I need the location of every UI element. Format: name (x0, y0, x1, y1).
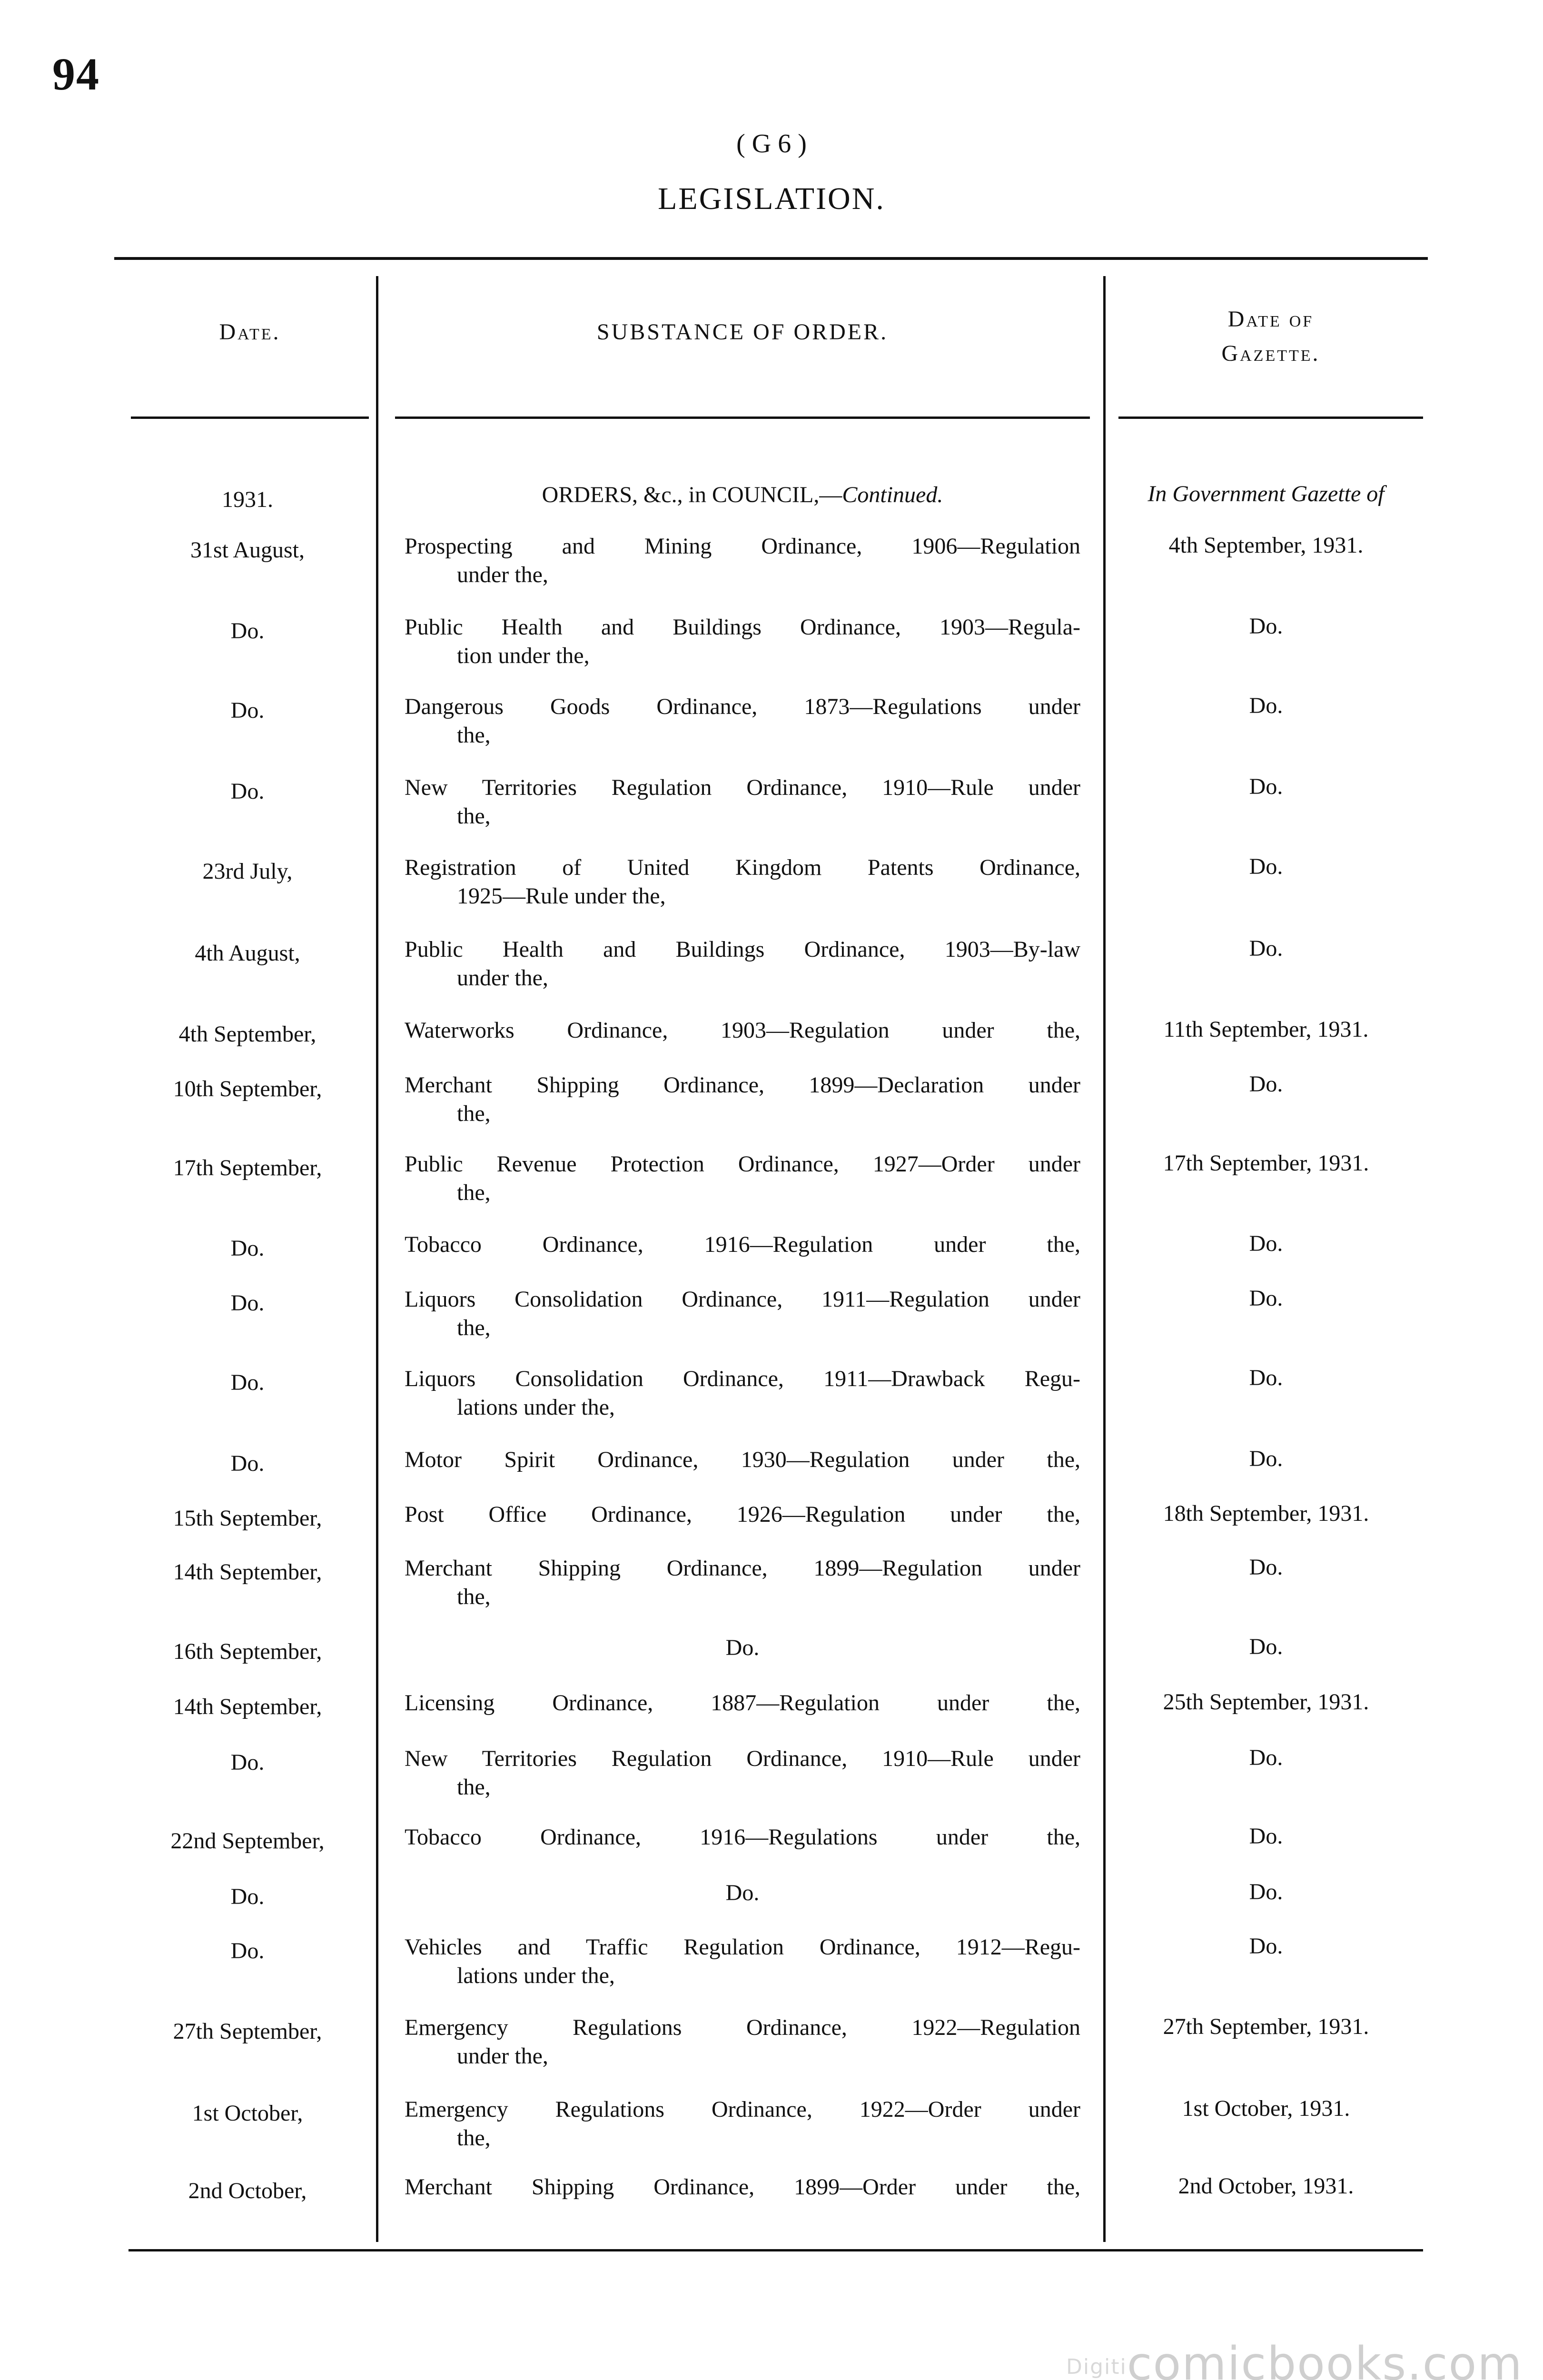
row-substance (405, 1071, 1080, 1128)
header-rule-date (131, 416, 369, 419)
row-substance-line1: Do. (725, 1880, 760, 1905)
row-date: Do. (230, 1750, 265, 1775)
column-header-date: Date. (219, 319, 281, 345)
page-number: 94 (52, 49, 100, 99)
column-header-gazette-line2: Gazette. (1221, 341, 1320, 366)
row-date: Do. (230, 1236, 265, 1261)
row-substance-line2: lations under the, (457, 1963, 615, 1988)
row-gazette-date: 4th September, 1931. (1168, 533, 1364, 558)
row-substance-line2: under the, (457, 562, 548, 587)
row-substance-line1: Merchant Shipping Ordinance, 1899—Regulation under (405, 1556, 1080, 1581)
row-gazette-date: Do. (1249, 854, 1283, 879)
row-substance (405, 1823, 1080, 1852)
row-substance (405, 774, 1080, 831)
row-substance (405, 2095, 1080, 2152)
row-gazette-date: 25th September, 1931. (1163, 1689, 1369, 1715)
top-rule (114, 257, 1428, 260)
row-date: 4th September, (178, 1021, 317, 1047)
row-date: 17th September, (173, 1155, 322, 1180)
row-gazette-date: 18th September, 1931. (1163, 1501, 1369, 1526)
section-code: ( G 6 ) (736, 129, 807, 159)
row-gazette-date: Do. (1249, 614, 1283, 639)
row-substance-line1: Registration of United Kingdom Patents Ordinance, (405, 855, 1080, 880)
header-rule-gazette (1118, 416, 1423, 419)
row-substance (405, 2013, 1080, 2071)
column-divider-right (1103, 276, 1106, 2242)
section-year: 1931. (222, 487, 273, 512)
row-date: Do. (230, 618, 265, 644)
row-gazette-date: Do. (1249, 1286, 1283, 1311)
row-substance-line2: the, (457, 2125, 491, 2151)
section-heading-roman: ORDERS, &c., in COUNCIL,— (542, 482, 842, 507)
watermark-brand: comicbooks.com (1127, 2337, 1523, 2380)
row-date: 27th September, (173, 2019, 322, 2044)
row-substance-line1: Dangerous Goods Ordinance, 1873—Regulations under (405, 694, 1080, 719)
row-gazette-date: Do. (1249, 1745, 1283, 1770)
row-date: Do. (230, 779, 265, 804)
row-gazette-date: Do. (1249, 1365, 1283, 1390)
row-date: 10th September, (173, 1076, 322, 1101)
row-date: Do. (230, 698, 265, 723)
row-gazette-date: 1st October, 1931. (1182, 2096, 1350, 2121)
row-substance-line1: New Territories Regulation Ordinance, 1910—Rule under (405, 1746, 1080, 1771)
row-substance-line2: under the, (457, 2043, 548, 2069)
section-heading-italic: Continued. (842, 482, 943, 507)
row-date: Do. (230, 1938, 265, 1964)
section-heading (405, 481, 1080, 509)
row-substance (405, 1689, 1080, 1717)
row-gazette-date: Do. (1249, 1231, 1283, 1256)
row-substance (405, 613, 1080, 670)
row-substance-line2: the, (457, 1775, 491, 1800)
row-substance-line1: Licensing Ordinance, 1887—Regulation under the, (405, 1690, 1080, 1716)
row-date: 15th September, (173, 1506, 322, 1531)
row-gazette-date: 17th September, 1931. (1163, 1150, 1369, 1176)
row-substance-line1: Public Revenue Protection Ordinance, 1927—Order under (405, 1151, 1080, 1177)
row-date: 1st October, (192, 2101, 303, 2126)
row-substance-line1: Do. (725, 1635, 760, 1660)
row-substance-line1: Public Health and Buildings Ordinance, 1903—By-law (405, 937, 1080, 962)
row-date: Do. (230, 1370, 265, 1395)
row-substance-line2: 1925—Rule under the, (457, 883, 666, 909)
row-substance (405, 1285, 1080, 1342)
row-gazette-date: Do. (1249, 774, 1283, 799)
row-substance-line1: Post Office Ordinance, 1926—Regulation under the, (405, 1502, 1080, 1527)
page-title: LEGISLATION. (658, 181, 885, 216)
row-substance (405, 1016, 1080, 1045)
column-header-gazette-line1: Date of (1227, 307, 1314, 332)
row-date: 4th August, (195, 941, 300, 966)
row-substance (405, 853, 1080, 911)
row-substance-line1: Liquors Consolidation Ordinance, 1911—Drawback Regu- (405, 1366, 1080, 1391)
row-gazette-date: Do. (1249, 693, 1283, 718)
row-substance-line1: Motor Spirit Ordinance, 1930—Regulation under the, (405, 1447, 1080, 1472)
row-date: Do. (230, 1884, 265, 1909)
section-gazette-note: In Government Gazette of (1147, 481, 1385, 506)
row-substance-line1: Tobacco Ordinance, 1916—Regulations under the, (405, 1825, 1080, 1850)
header-rule-substance (395, 416, 1090, 419)
bottom-rule (129, 2249, 1423, 2251)
row-substance-line1: Tobacco Ordinance, 1916—Regulation under the, (405, 1232, 1080, 1257)
row-date: 31st August, (190, 537, 305, 563)
row-substance (405, 1365, 1080, 1422)
row-substance (405, 1446, 1080, 1474)
row-substance (405, 1933, 1080, 1990)
row-date: 14th September, (173, 1694, 322, 1719)
row-substance-line1: Emergency Regulations Ordinance, 1922—Regulation (405, 2015, 1080, 2040)
row-substance (405, 1634, 1080, 1662)
row-substance (405, 532, 1080, 589)
row-substance-line1: Vehicles and Traffic Regulation Ordinance, 1912—Regu- (405, 1934, 1080, 1960)
row-substance (405, 1745, 1080, 1802)
watermark (1066, 2337, 1523, 2380)
row-substance-line2: the, (457, 1315, 491, 1340)
row-gazette-date: Do. (1249, 1824, 1283, 1849)
row-substance (405, 935, 1080, 992)
row-substance (405, 1554, 1080, 1611)
row-substance-line2: the, (457, 1101, 491, 1126)
row-substance-line1: Merchant Shipping Ordinance, 1899—Declaration under (405, 1072, 1080, 1098)
row-date: 22nd September, (170, 1828, 325, 1854)
row-substance-line2: tion under the, (457, 643, 590, 668)
row-date: 16th September, (173, 1639, 322, 1664)
row-gazette-date: Do. (1249, 936, 1283, 961)
row-substance-line1: New Territories Regulation Ordinance, 1910—Rule under (405, 775, 1080, 800)
column-header-substance: SUBSTANCE OF ORDER. (596, 319, 889, 345)
row-substance-line2: the, (457, 803, 491, 829)
row-substance-line2: the, (457, 1584, 491, 1609)
watermark-prefix: Digiti (1066, 2355, 1127, 2380)
row-substance-line1: Prospecting and Mining Ordinance, 1906—Regulation (405, 534, 1080, 559)
row-substance-line2: lations under the, (457, 1395, 615, 1420)
row-gazette-date: Do. (1249, 1934, 1283, 1959)
row-substance (405, 2173, 1080, 2202)
row-substance-line1: Merchant Shipping Ordinance, 1899—Order under the, (405, 2174, 1080, 2200)
row-substance-line1: Waterworks Ordinance, 1903—Regulation under the, (405, 1018, 1080, 1043)
row-date: 14th September, (173, 1559, 322, 1585)
row-substance-line1: Public Health and Buildings Ordinance, 1903—Regula- (405, 615, 1080, 640)
row-gazette-date: Do. (1249, 1634, 1283, 1659)
row-substance-line2: under the, (457, 965, 548, 991)
row-substance-line2: the, (457, 723, 491, 748)
row-substance-line1: Emergency Regulations Ordinance, 1922—Order under (405, 2097, 1080, 2122)
row-date: 2nd October, (188, 2178, 307, 2203)
row-gazette-date: Do. (1249, 1446, 1283, 1471)
row-gazette-date: 11th September, 1931. (1163, 1017, 1369, 1042)
column-header-gazette (1114, 302, 1428, 371)
row-substance (405, 693, 1080, 750)
row-gazette-date: 2nd October, 1931. (1178, 2173, 1354, 2199)
row-substance-line2: the, (457, 1180, 491, 1205)
row-date: Do. (230, 1290, 265, 1316)
row-gazette-date: Do. (1249, 1879, 1283, 1904)
row-substance (405, 1150, 1080, 1207)
row-substance (405, 1500, 1080, 1529)
row-gazette-date: 27th September, 1931. (1163, 2014, 1369, 2039)
row-substance (405, 1879, 1080, 1907)
row-date: Do. (230, 1451, 265, 1476)
row-date: 23rd July, (202, 859, 293, 884)
row-substance-line1: Liquors Consolidation Ordinance, 1911—Regulation under (405, 1287, 1080, 1312)
row-gazette-date: Do. (1249, 1071, 1283, 1097)
row-substance (405, 1230, 1080, 1259)
column-divider-left (376, 276, 378, 2242)
row-gazette-date: Do. (1249, 1555, 1283, 1580)
